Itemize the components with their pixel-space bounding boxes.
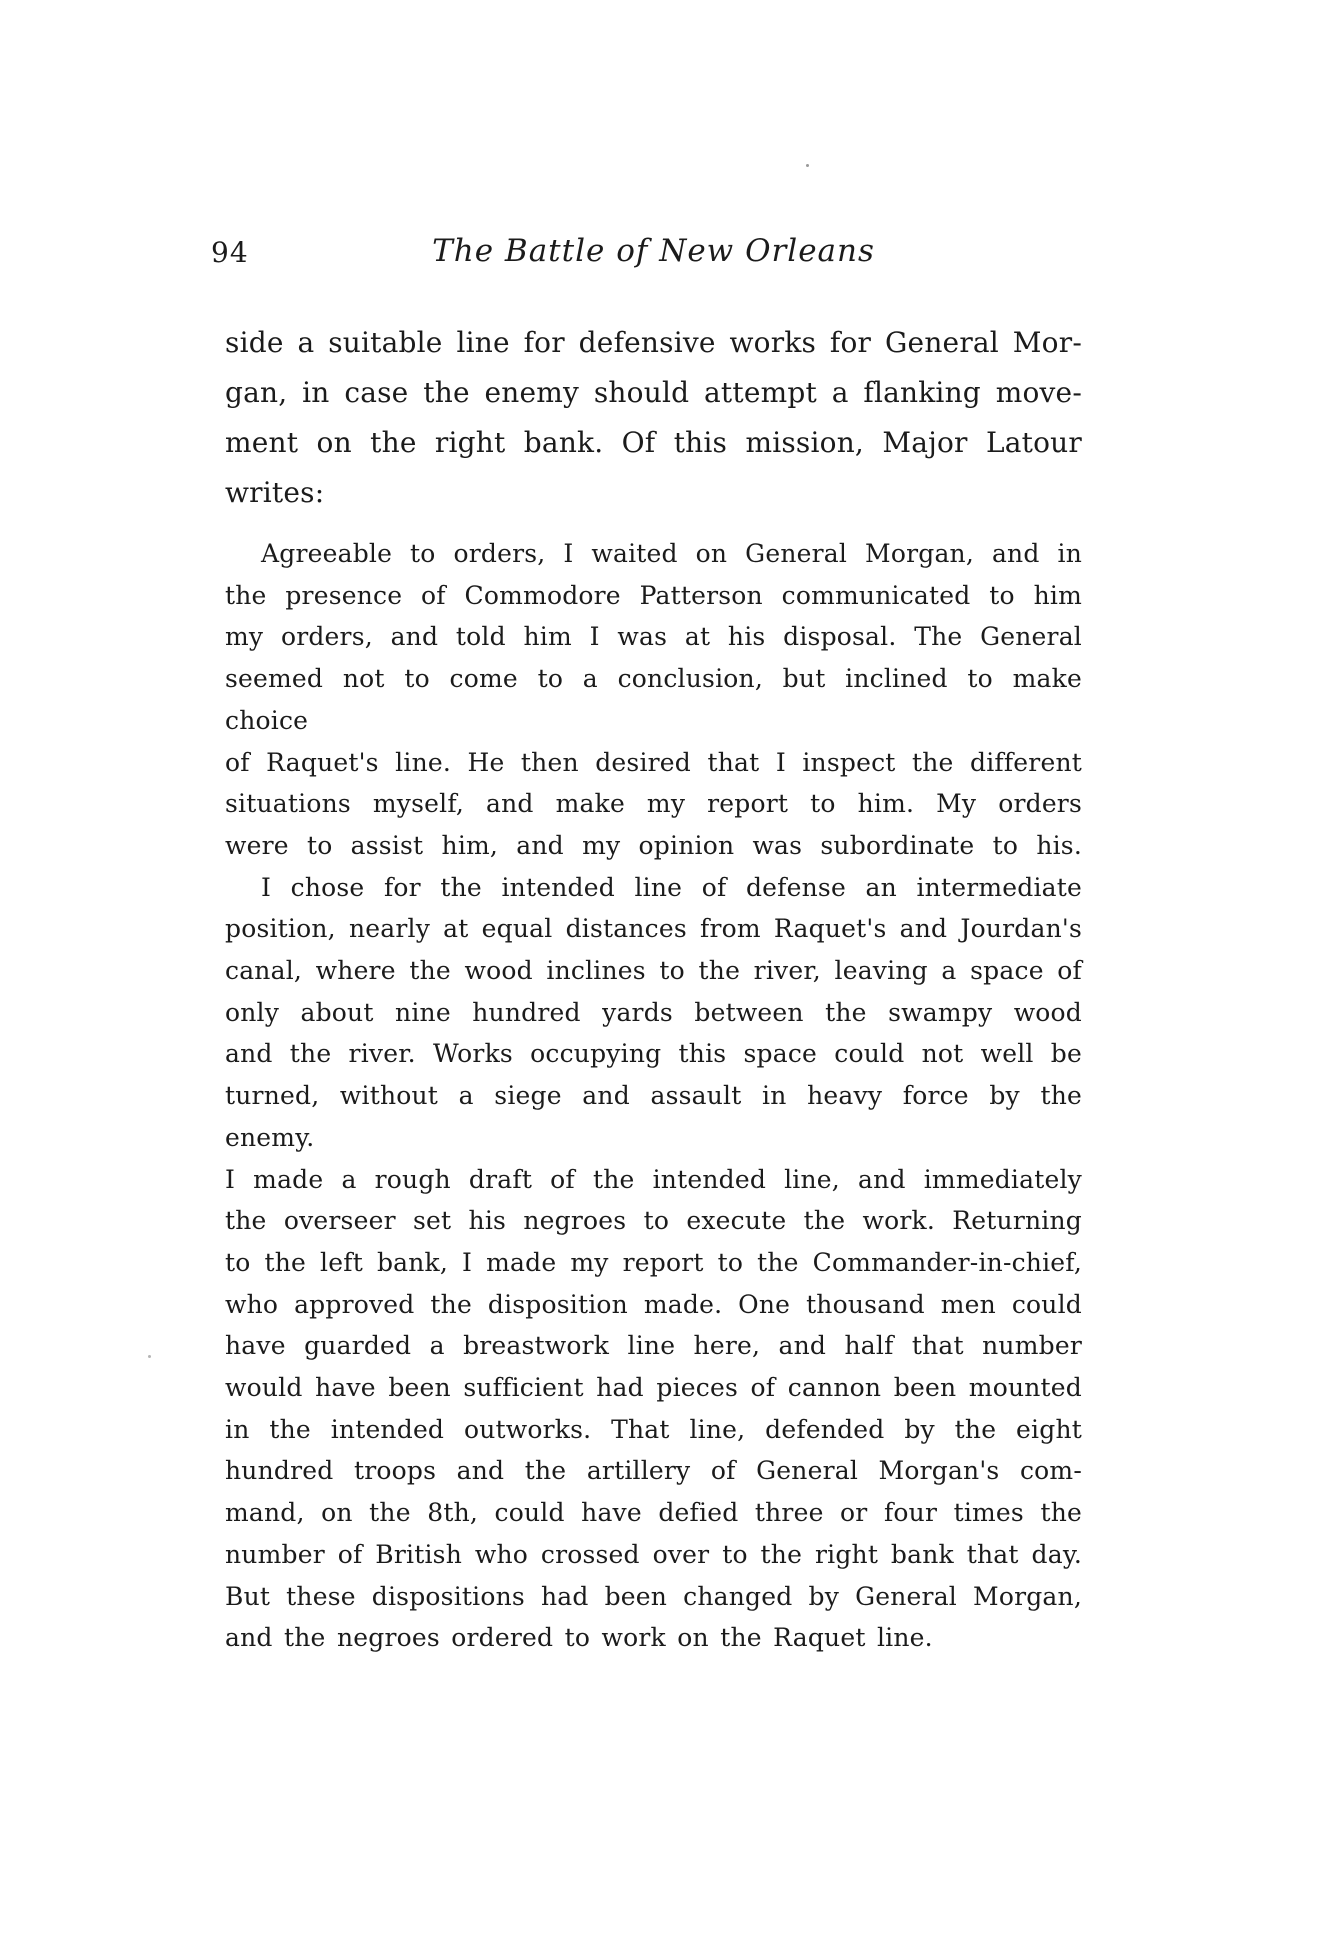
text-line: were to assist him, and my opinion was subordinate to his. [225, 830, 1082, 860]
text-line: the presence of Commodore Patterson communicated to him [225, 580, 1082, 610]
block-quote [225, 533, 1082, 1659]
intro-paragraph [225, 318, 1082, 518]
text-line: I made a rough draft of the intended line, and immediately [225, 1164, 1082, 1194]
text-line: in the intended outworks. That line, defended by the eight [225, 1414, 1082, 1444]
text-line: would have been sufficient had pieces of cannon been mounted [225, 1373, 1082, 1403]
running-title: The Battle of New Orleans [432, 233, 875, 269]
text-line: Agreeable to orders, I waited on General Morgan, and in [261, 539, 1082, 568]
text-line: my orders, and told him I was at his disposal. The General [225, 622, 1082, 652]
text-line: side a suitable line for defensive works for General Mor- [225, 326, 1082, 359]
text-line: situations myself, and make my report to him. My orders [225, 789, 1082, 819]
text-line: who approved the disposition made. One thousand men could [225, 1289, 1082, 1319]
text-line: position, nearly at equal distances from Raquet's and Jourdan's [225, 914, 1082, 944]
text-line: of Raquet's line. He then desired that I inspect the different [225, 747, 1082, 777]
page-header [211, 233, 1082, 273]
text-line: mand, on the 8th, could have defied three or four times the [225, 1498, 1082, 1528]
text-line: I chose for the intended line of defense an intermediate [261, 872, 1082, 902]
scan-speck [148, 1355, 151, 1358]
text-line: to the left bank, I made my report to the Commander-in-chief, [225, 1247, 1082, 1277]
text-line: ment on the right bank. Of this mission, Major Latour [225, 426, 1082, 459]
text-line: But these dispositions had been changed by General Morgan, [225, 1581, 1082, 1611]
text-line: turned, without a siege and assault in heavy force by the enemy. [225, 1081, 1082, 1152]
scan-speck [806, 164, 809, 167]
text-line: the overseer set his negroes to execute the work. Returning [225, 1206, 1082, 1236]
text-line: have guarded a breastwork line here, and half that number [225, 1331, 1082, 1361]
quote-paragraph-1 [225, 533, 1082, 867]
text-line: number of British who crossed over to the right bank that day. [225, 1539, 1082, 1569]
text-line: writes: [225, 476, 325, 509]
text-line: seemed not to come to a conclusion, but inclined to make choice [225, 664, 1082, 735]
page-number: 94 [211, 236, 249, 269]
text-line: and the negroes ordered to work on the Raquet line. [225, 1623, 933, 1653]
text-line: hundred troops and the artillery of General Morgan's com- [225, 1456, 1082, 1486]
text-line: and the river. Works occupying this space could not well be [225, 1039, 1082, 1069]
text-line: canal, where the wood inclines to the river, leaving a space of [225, 956, 1082, 986]
text-line: only about nine hundred yards between the swampy wood [225, 997, 1082, 1027]
quote-paragraph-2 [225, 867, 1082, 1659]
text-line: gan, in case the enemy should attempt a flanking move- [225, 376, 1082, 409]
